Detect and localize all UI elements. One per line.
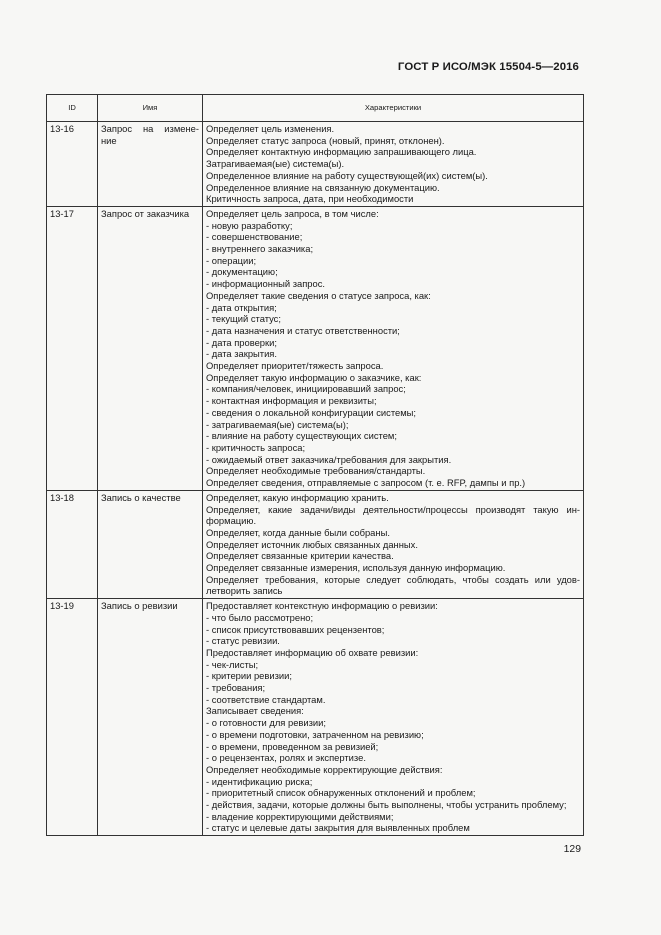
column-header-characteristics: Характеристики bbox=[203, 95, 584, 122]
characteristic-line: - владение корректирующими действиями; bbox=[206, 810, 394, 822]
characteristic-line: Определяет необходимые требования/стандарты. bbox=[206, 465, 426, 477]
characteristic-line: Определяет необходимые корректирующие действия: bbox=[206, 763, 443, 775]
row-name bbox=[98, 599, 203, 836]
row-id: 13-16 bbox=[47, 122, 98, 207]
characteristic-line: Определяет, какие задачи/виды деятельности/процессы производят такую ин- bbox=[206, 503, 580, 515]
characteristic-line: - критичность запроса; bbox=[206, 441, 306, 453]
characteristic-line: - операции; bbox=[206, 254, 257, 266]
row-name bbox=[98, 206, 203, 490]
characteristic-line: - влияние на работу существующих систем; bbox=[206, 430, 397, 442]
characteristic-line: Определяет, какую информацию хранить. bbox=[206, 491, 389, 503]
characteristic-line: - дата закрытия. bbox=[206, 348, 277, 360]
page-number: 129 bbox=[563, 844, 581, 855]
characteristic-line: - дата открытия; bbox=[206, 301, 277, 313]
row-name-line: Запись о ревизии bbox=[101, 600, 178, 612]
characteristic-line: Определяет такую информацию о заказчике, как: bbox=[206, 371, 422, 383]
characteristic-line: формацию. bbox=[206, 515, 257, 527]
row-characteristics bbox=[203, 490, 584, 598]
characteristic-line: Определенное влияние на работу существующей(их) систем(ы). bbox=[206, 169, 488, 181]
characteristic-line: - идентификацию риска; bbox=[206, 775, 313, 787]
characteristic-line: - критерии ревизии; bbox=[206, 670, 292, 682]
characteristic-line: Предоставляет контекстную информацию о ревизии: bbox=[206, 600, 438, 612]
characteristic-line: - о времени, проведенном за ревизией; bbox=[206, 740, 379, 752]
characteristic-line: - список присутствовавших рецензентов; bbox=[206, 623, 385, 635]
table-body bbox=[47, 122, 584, 836]
characteristic-line: - текущий статус; bbox=[206, 313, 281, 325]
characteristic-line: - о рецензентах, ролях и экспертизе. bbox=[206, 752, 366, 764]
characteristic-line: Определяет такие сведения о статусе запроса, как: bbox=[206, 289, 431, 301]
row-name-line: Запрос на измене- bbox=[101, 123, 199, 134]
characteristic-line: - новую разработку; bbox=[206, 219, 293, 231]
table-row bbox=[47, 599, 584, 836]
characteristic-line: - совершенствование; bbox=[206, 231, 303, 243]
table-header-row bbox=[47, 95, 584, 122]
characteristics-table bbox=[46, 94, 584, 836]
characteristic-line: Определяет приоритет/тяжесть запроса. bbox=[206, 360, 384, 372]
characteristic-line: Определяет требования, которые следует соблюдать, чтобы создать или удов- bbox=[206, 573, 580, 585]
characteristic-line: - документацию; bbox=[206, 266, 278, 278]
characteristic-line: Определяет сведения, отправляемые с запросом (т. е. RFP, дампы и пр.) bbox=[206, 477, 526, 489]
characteristic-line: - сведения о локальной конфигурации системы; bbox=[206, 406, 417, 418]
characteristic-line: - ожидаемый ответ заказчика/требования для закрытия. bbox=[206, 453, 452, 465]
row-characteristics bbox=[203, 122, 584, 207]
characteristic-line: Определяет связанные измерения, используя данную информацию. bbox=[206, 562, 506, 574]
row-name-line: Запрос от заказчика bbox=[101, 207, 190, 219]
characteristic-line: - дата назначения и статус ответственности; bbox=[206, 324, 400, 336]
characteristic-line: - дата проверки; bbox=[206, 336, 277, 348]
characteristic-line: - что было рассмотрено; bbox=[206, 611, 314, 623]
characteristic-line: - действия, задачи, которые должны быть выполнены, чтобы устранить проблему; bbox=[206, 799, 567, 811]
characteristic-line: Затрагиваемая(ые) система(ы). bbox=[206, 158, 345, 170]
characteristic-line: Определяет связанные критерии качества. bbox=[206, 550, 394, 562]
characteristic-line: Предоставляет информацию об охвате ревизии: bbox=[206, 646, 419, 658]
characteristic-line: - затрагиваемая(ые) система(ы); bbox=[206, 418, 349, 430]
characteristic-line: летворить запись bbox=[206, 585, 283, 597]
row-id: 13-17 bbox=[47, 206, 98, 490]
row-name-line: ние bbox=[101, 134, 117, 146]
characteristic-line: Определяет, когда данные были собраны. bbox=[206, 526, 390, 538]
column-header-name: Имя bbox=[98, 95, 203, 122]
row-id: 13-18 bbox=[47, 490, 98, 598]
characteristic-line: Критичность запроса, дата, при необходимости bbox=[206, 193, 414, 205]
characteristic-line: - статус и целевые даты закрытия для выявленных проблем bbox=[206, 822, 470, 834]
row-name-line: Запись о качестве bbox=[101, 491, 181, 503]
characteristic-line: Записывает сведения: bbox=[206, 705, 304, 717]
row-name bbox=[98, 490, 203, 598]
characteristic-line: Определяет цель изменения. bbox=[206, 123, 335, 134]
characteristic-line: - чек-листы; bbox=[206, 658, 259, 670]
characteristic-line: - внутреннего заказчика; bbox=[206, 243, 314, 255]
row-characteristics bbox=[203, 206, 584, 490]
column-header-id: ID bbox=[47, 95, 98, 122]
row-id: 13-19 bbox=[47, 599, 98, 836]
characteristic-line: - требования; bbox=[206, 682, 266, 694]
table-row bbox=[47, 490, 584, 598]
table-row bbox=[47, 206, 584, 490]
row-characteristics bbox=[203, 599, 584, 836]
characteristic-line: - информационный запрос. bbox=[206, 278, 326, 290]
row-name bbox=[98, 122, 203, 207]
characteristic-line: Определяет цель запроса, в том числе: bbox=[206, 207, 379, 219]
document-standard-header: ГОСТ Р ИСО/МЭК 15504-5—2016 bbox=[397, 61, 579, 73]
table-row bbox=[47, 122, 584, 207]
characteristic-line: - соответствие стандартам. bbox=[206, 693, 326, 705]
characteristic-line: - статус ревизии. bbox=[206, 635, 280, 647]
characteristic-line: Определяет контактную информацию запрашивающего лица. bbox=[206, 146, 477, 158]
characteristic-line: Определяет статус запроса (новый, принят, отклонен). bbox=[206, 134, 445, 146]
characteristic-line: - о готовности для ревизии; bbox=[206, 717, 327, 729]
characteristic-line: - компания/человек, инициировавший запрос; bbox=[206, 383, 406, 395]
characteristic-line: - контактная информация и реквизиты; bbox=[206, 395, 377, 407]
characteristic-line: Определенное влияние на связанную документацию. bbox=[206, 181, 440, 193]
characteristic-line: - о времени подготовки, затраченном на ревизию; bbox=[206, 728, 424, 740]
characteristic-line: - приоритетный список обнаруженных отклонений и проблем; bbox=[206, 787, 476, 799]
characteristic-line: Определяет источник любых связанных данных. bbox=[206, 538, 418, 550]
